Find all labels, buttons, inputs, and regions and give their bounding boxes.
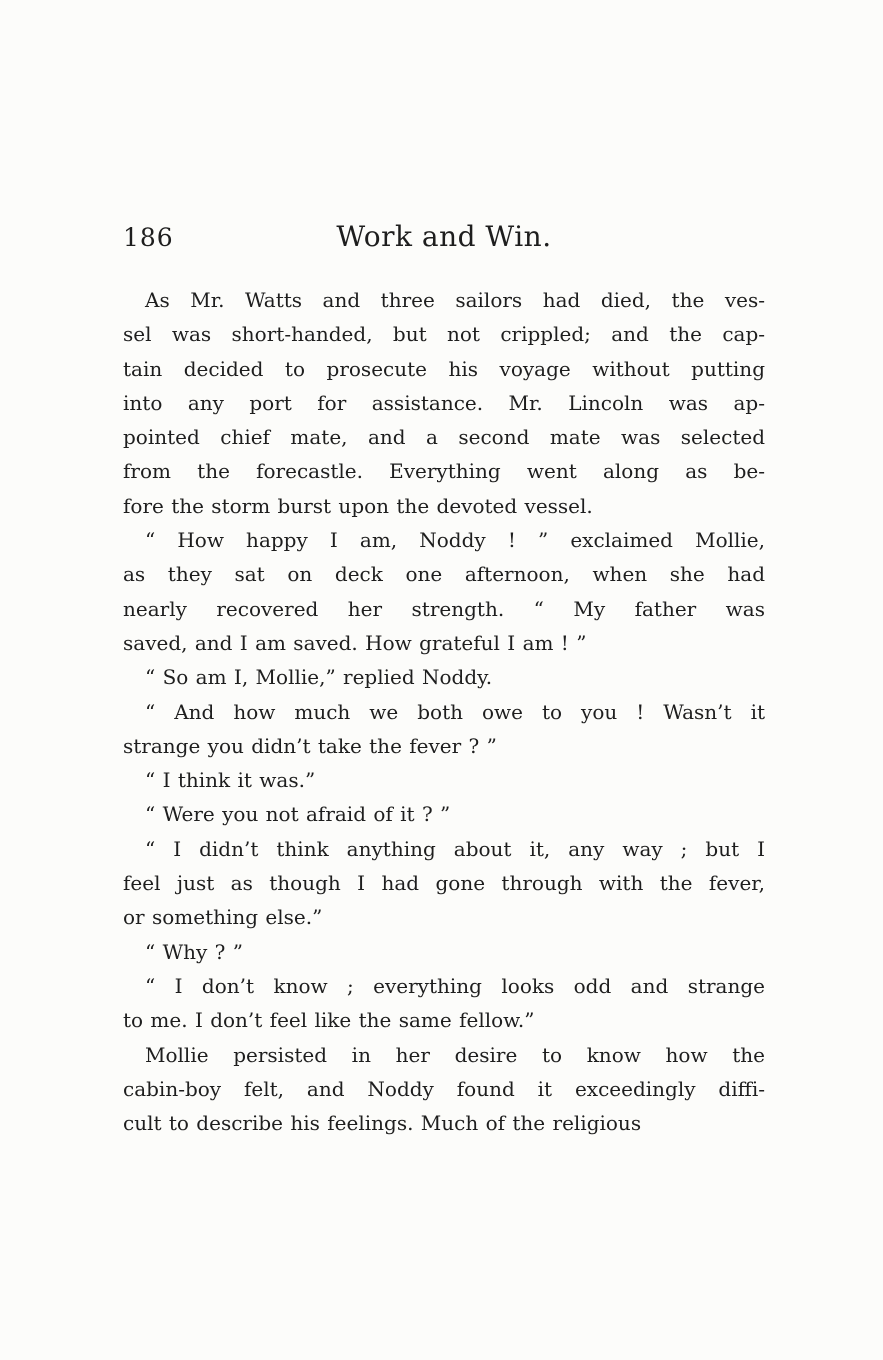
text-line: cabin-boy felt, and Noddy found it exceedingly diffi- [123,1076,765,1101]
text-line: Mollie persisted in her desire to know how the [145,1042,765,1067]
text-line: into any port for assistance. Mr. Lincoln was ap- [123,390,765,415]
text-line: “ Why ? ” [145,939,243,964]
text-line: As Mr. Watts and three sailors had died, the ves- [145,288,765,312]
paragraph [123,935,765,969]
text-line: “ And how much we both owe to you ! Wasn’t it [145,699,765,724]
text-line: fore the storm burst upon the devoted vessel. [123,493,593,518]
paragraph [123,763,765,797]
paragraph [123,1038,765,1141]
page-title: Work and Win. [336,220,552,253]
text-line: “ Were you not afraid of it ? ” [145,802,451,827]
page-number: 186 [123,223,174,252]
paragraph [123,969,765,1038]
paragraph [123,832,765,935]
text-line: cult to describe his feelings. Much of the religious [123,1111,642,1136]
text-line: sel was short-handed, but not crippled; and the cap- [123,322,765,347]
text-line: nearly recovered her strength. “ My father was [123,596,765,621]
text-line: or something else.” [123,905,323,930]
text-line: “ How happy I am, Noddy ! ” exclaimed Mollie, [145,528,765,553]
text-line: saved, and I am saved. How grateful I am ! ” [123,630,587,655]
text-line: “ I think it was.” [145,768,316,793]
paragraph [123,283,765,523]
paragraph [123,797,765,831]
body-text [123,283,765,1140]
text-line: “ So am I, Mollie,” replied Noddy. [145,665,493,690]
paragraph [123,695,765,764]
text-line: “ I didn’t think anything about it, any way ; but I [145,836,765,861]
paragraph [123,523,765,660]
text-line: to me. I don’t feel like the same fellow.” [123,1008,535,1033]
text-line: “ I don’t know ; everything looks odd and strange [145,973,765,998]
text-line: strange you didn’t take the fever ? ” [123,733,497,758]
text-line: pointed chief mate, and a second mate was selected [123,425,765,450]
text-block [123,220,765,1140]
text-line: from the forecastle. Everything went along as be- [123,459,765,484]
paragraph [123,660,765,694]
page-header [123,220,765,258]
text-line: as they sat on deck one afternoon, when she had [123,562,765,587]
text-line: feel just as though I had gone through with the fever, [123,871,765,896]
text-line: tain decided to prosecute his voyage without putting [123,356,765,381]
